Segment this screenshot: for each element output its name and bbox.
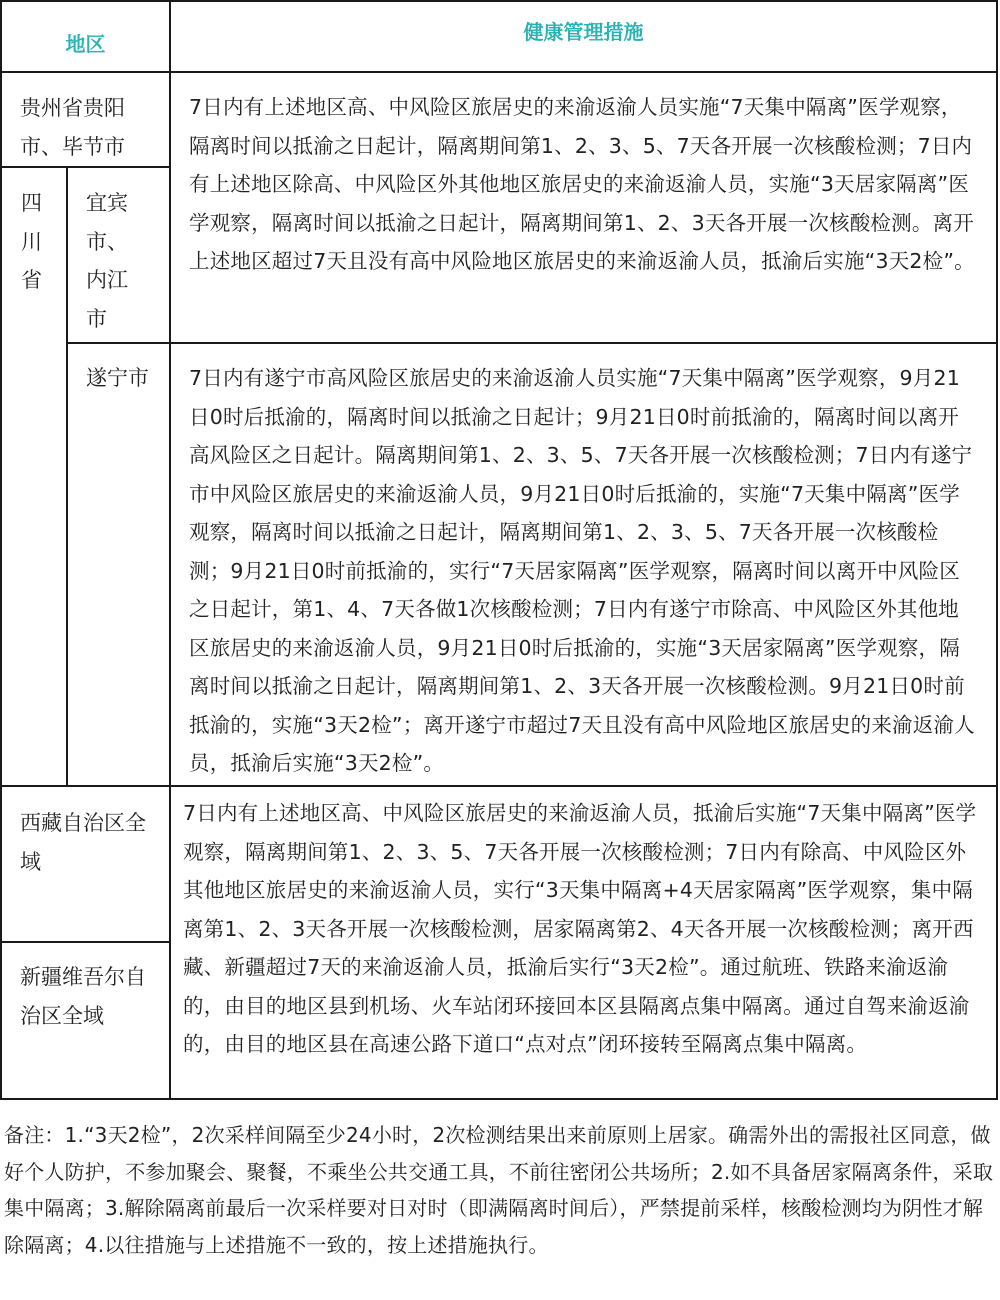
sichuan-subrow-divider — [67, 342, 998, 344]
table-border-right — [996, 0, 998, 1100]
measures-tibet-xinjiang: 7日内有上述地区高、中风险区旅居史的来渝返渝人员，抵渝后实施“7天集中隔离”医学观察，隔离期间第1、2、3、5、7天各开展一次核酸检测；7日内有除高、中风险区外其他地区旅居史的来渝返渝人员，实行“3天集中隔离+4天居家隔离”医学观察，集中隔离第1、2、3天各开展一次核酸检测，居家隔离第2、4天各开展一次核酸检测；离开西藏、新疆超过7天的来渝返渝人员，抵渝后实行“3天2检”。通过航班、铁路来渝返渝的，由目的地区县到机场、火车站闭环接回本区县隔离点集中隔离。通过自驾来渝返渝的，由目的地区县在高速公路下道口“点对点”闭环接转至隔离点集中隔离。 — [183, 801, 977, 1056]
sichuan-row-divider — [0, 785, 998, 787]
header-divider — [0, 71, 998, 73]
region-xinjiang: 新疆维吾尔自治区全域 — [20, 965, 146, 1028]
measures-suining: 7日内有遂宁市高风险区旅居史的来渝返渝人员实施“7天集中隔离”医学观察，9月21日0时后抵渝的，隔离时间以抵渝之日起计；9月21日0时前抵渝的，隔离时间以离开高风险区之日起计。隔离期间第1、2、3、5、7天各开展一次核酸检测；7日内有遂宁市中风险区旅居史的来渝返渝人员，9月21日0时后抵渝的，实施“7天集中隔离”医学观察，隔离时间以抵渝之日起计，隔离期间第1、2、3、5、7天各开展一次核酸检测；9月21日0时前抵渝的，实行“7天居家隔离”医学观察，隔离时间以离开中风险区之日起计，第1、4、7天各做1次核酸检测；7日内有遂宁市除高、中风险区外其他地区旅居史的来渝返渝人员，9月21日0时后抵渝的，实施“3天居家隔离”医学观察，隔离时间以抵渝之日起计，隔离期间第1、2、3天各开展一次核酸检测。9月21日0时前抵渝的，实施“3天2检”；离开遂宁市超过7天且没有高中风险地区旅居史的来渝返渝人员，抵渝后实施“3天2检”。 — [189, 366, 975, 775]
tibet-row-divider — [0, 941, 170, 943]
region-suining: 遂宁市 — [86, 366, 149, 390]
footnote-remarks: 备注：1.“3天2检”，2次采样间隔至少24小时，2次检测结果出来前原则上居家。确需外出的需报社区同意，做好个人防护，不参加聚会、聚餐，不乘坐公共交通工具，不前往密闭公共场所；2.如不具备居家隔离条件，采取集中隔离；3.解除隔离前最后一次采样要对日对时（即满隔离时间后），严禁提前采样，核酸检测均为阴性才解除隔离；4.以往措施与上述措施不一致的，按上述措施执行。 — [4, 1123, 994, 1257]
table-border-left — [0, 0, 2, 1100]
column-divider-lower — [169, 786, 171, 1100]
measures-guizhou-sichuan: 7日内有上述地区高、中风险区旅居史的来渝返渝人员实施“7天集中隔离”医学观察，隔离时间以抵渝之日起计，隔离期间第1、2、3、5、7天各开展一次核酸检测；7日内有上述地区除高、中风险区外其他地区旅居史的来渝返渝人员，实施“3天居家隔离”医学观察，隔离时间以抵渝之日起计，隔离期间第1、2、3天各开展一次核酸检测。离开上述地区超过7天且没有高中风险地区旅居史的来渝返渝人员，抵渝后实施“3天2检”。 — [189, 95, 975, 273]
header-region: 地区 — [65, 32, 106, 56]
province-column-divider — [66, 167, 68, 786]
column-divider-upper — [169, 0, 171, 786]
guizhou-row-divider — [0, 166, 170, 168]
table-border-top — [0, 0, 998, 2]
region-guizhou: 贵州省贵阳市、毕节市 — [20, 96, 125, 159]
region-sichuan-province: 四川省 — [21, 191, 42, 292]
header-measures: 健康管理措施 — [523, 20, 644, 44]
region-yibin-neijiang: 宜宾市、内江市 — [86, 191, 128, 331]
table-border-bottom — [0, 1098, 998, 1100]
region-tibet: 西藏自治区全域 — [20, 811, 146, 874]
